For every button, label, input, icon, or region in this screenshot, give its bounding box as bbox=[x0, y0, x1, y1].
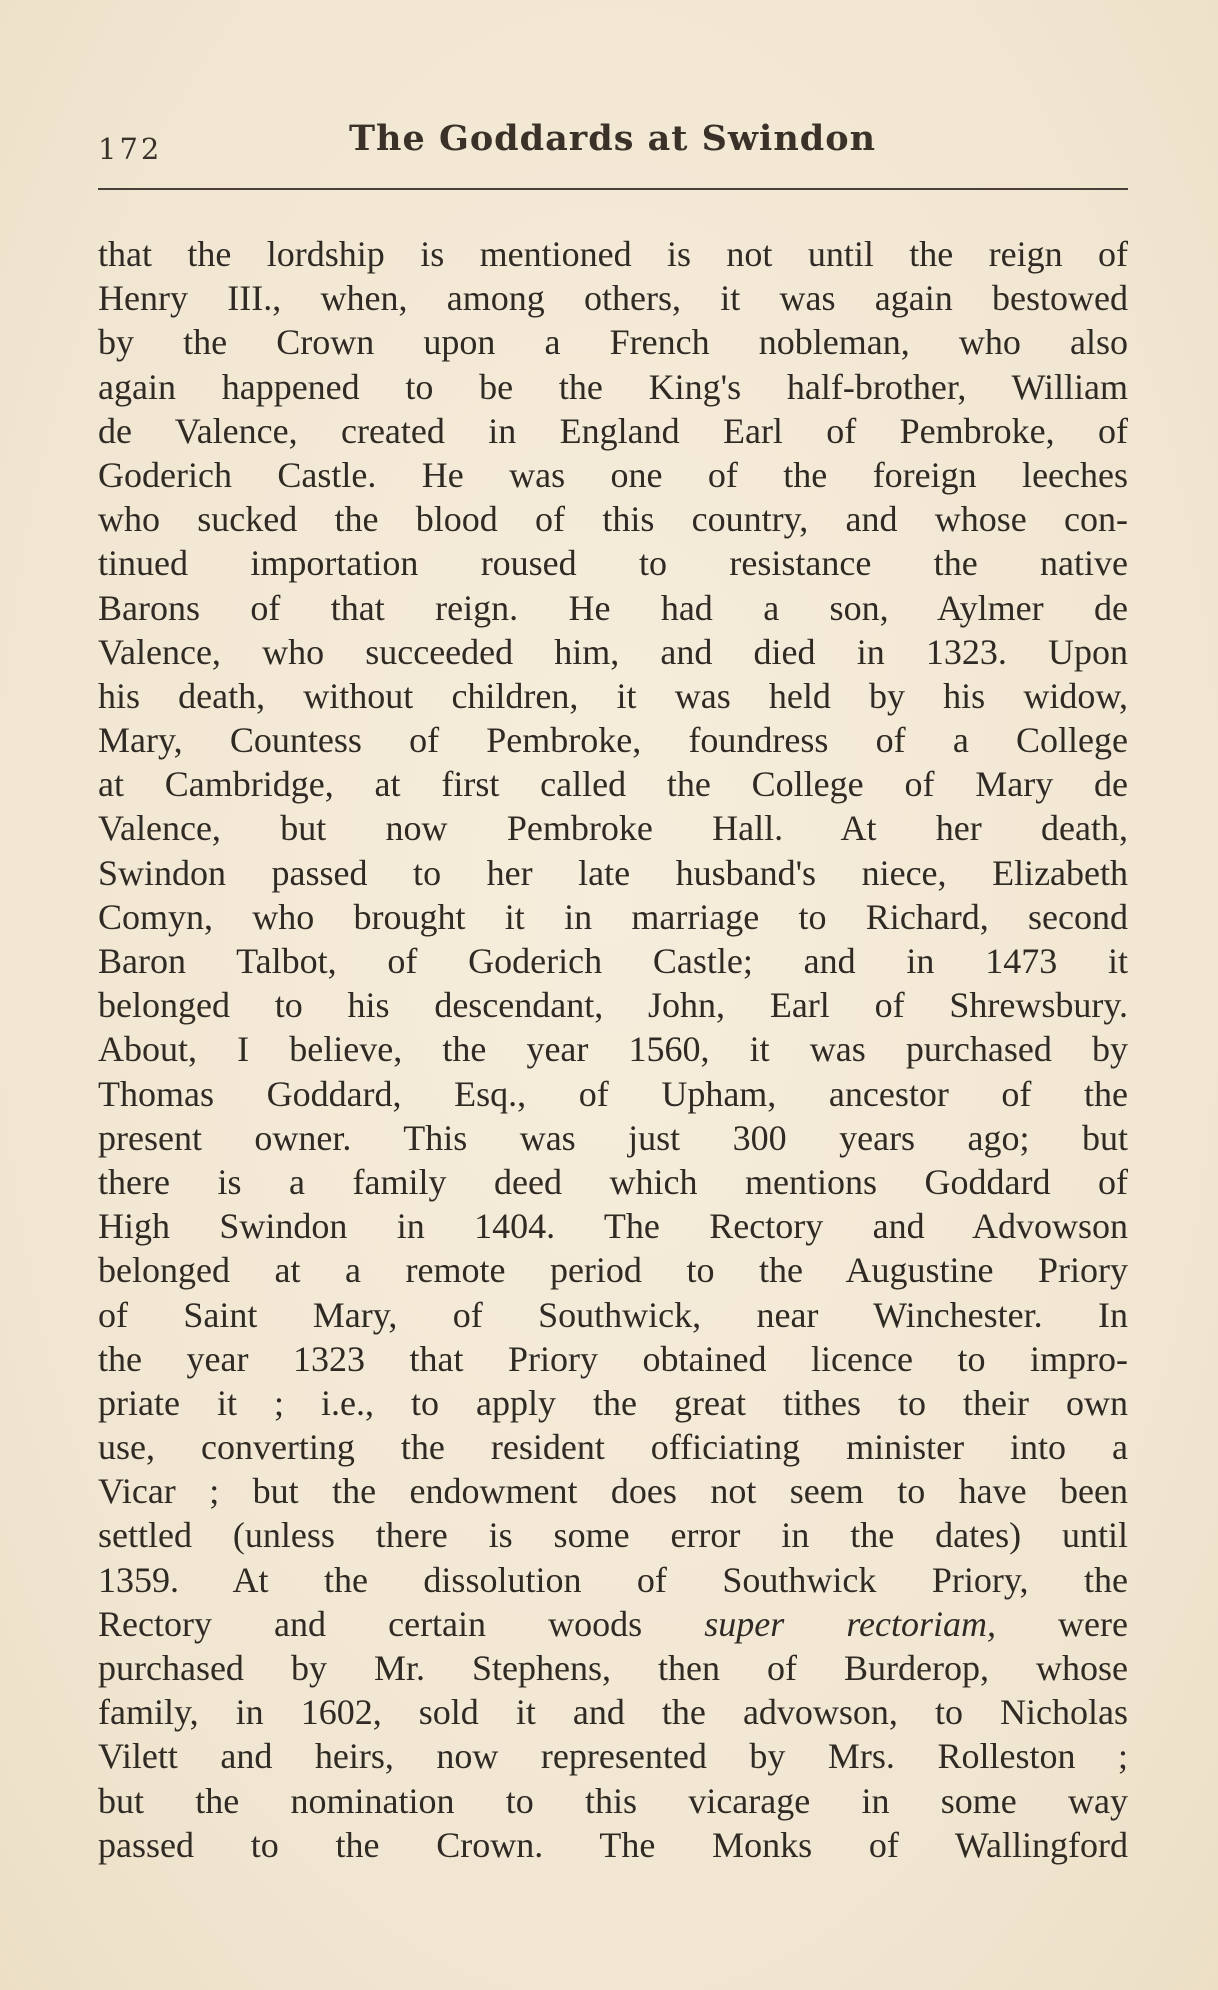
text-line: tinued importation roused to resistance the native bbox=[98, 543, 1128, 584]
text-line: but the nomination to this vicarage in some way bbox=[98, 1780, 1128, 1821]
text-line: Vilett and heirs, now represented by Mrs. Rolleston ; bbox=[98, 1736, 1128, 1777]
text-line: use, converting the resident officiating minister into a bbox=[98, 1427, 1128, 1468]
text-line: his death, without children, it was held by his widow, bbox=[98, 675, 1128, 716]
page-number: 172 bbox=[98, 132, 163, 166]
text-line: Vicar ; but the endowment does not seem to have been bbox=[98, 1471, 1128, 1512]
text-line: Thomas Goddard, Esq., of Upham, ancestor of the bbox=[98, 1073, 1128, 1114]
text-line: High Swindon in 1404. The Rectory and Advowson bbox=[98, 1206, 1128, 1247]
text-line: settled (unless there is some error in the dates) until bbox=[98, 1515, 1128, 1556]
text-line: belonged at a remote period to the Augustine Priory bbox=[98, 1250, 1128, 1291]
text-line: Goderich Castle. He was one of the foreign leeches bbox=[98, 454, 1128, 495]
text-line: present owner. This was just 300 years ago; but bbox=[98, 1117, 1128, 1158]
line-segment: were bbox=[995, 1603, 1129, 1644]
text-line: About, I believe, the year 1560, it was purchased by bbox=[98, 1029, 1128, 1070]
text-line: family, in 1602, sold it and the advowson, to Nicholas bbox=[98, 1692, 1128, 1733]
text-line: Mary, Countess of Pembroke, foundress of a College bbox=[98, 720, 1128, 761]
text-line: priate it ; i.e., to apply the great tithes to their own bbox=[98, 1382, 1128, 1423]
text-line: again happened to be the King's half-brother, William bbox=[98, 366, 1128, 407]
text-line: Henry III., when, among others, it was again bestowed bbox=[98, 278, 1128, 319]
text-line-with-italic bbox=[98, 1602, 1128, 1646]
text-line: the year 1323 that Priory obtained licence to impro- bbox=[98, 1338, 1128, 1379]
text-line: there is a family deed which mentions Goddard of bbox=[98, 1161, 1128, 1202]
header-rule bbox=[98, 188, 1128, 190]
text-line: Valence, but now Pembroke Hall. At her death, bbox=[98, 808, 1128, 849]
text-line: purchased by Mr. Stephens, then of Burderop, whose bbox=[98, 1648, 1128, 1688]
line-segment: Rectory and certain woods bbox=[98, 1603, 705, 1644]
text-line: Barons of that reign. He had a son, Aylmer de bbox=[98, 587, 1128, 628]
text-line: 1359. At the dissolution of Southwick Priory, the bbox=[98, 1559, 1128, 1600]
text-line: Comyn, who brought it in marriage to Richard, second bbox=[98, 896, 1128, 937]
text-line: Valence, who succeeded him, and died in 1323. Upon bbox=[98, 631, 1128, 672]
text-line: that the lordship is mentioned is not until the reign of bbox=[98, 234, 1128, 274]
text-line: who sucked the blood of this country, and whose con- bbox=[98, 499, 1128, 540]
text-line: of Saint Mary, of Southwick, near Winchester. In bbox=[98, 1294, 1128, 1335]
text-line: Swindon passed to her late husband's niece, Elizabeth bbox=[98, 852, 1128, 893]
text-line: by the Crown upon a French nobleman, who also bbox=[98, 322, 1128, 363]
italic-latin-phrase: super rectoriam, bbox=[704, 1603, 996, 1644]
text-line: Baron Talbot, of Goderich Castle; and in 1473 it bbox=[98, 941, 1128, 981]
running-head: The Goddards at Swindon bbox=[349, 118, 877, 159]
text-line: belonged to his descendant, John, Earl of Shrewsbury. bbox=[98, 985, 1128, 1026]
text-line: at Cambridge, at first called the College of Mary de bbox=[98, 764, 1128, 805]
body-text bbox=[98, 232, 1128, 1867]
text-line: de Valence, created in England Earl of Pembroke, of bbox=[98, 410, 1128, 451]
page-header bbox=[98, 118, 1120, 178]
text-line: passed to the Crown. The Monks of Wallingford bbox=[98, 1824, 1128, 1865]
